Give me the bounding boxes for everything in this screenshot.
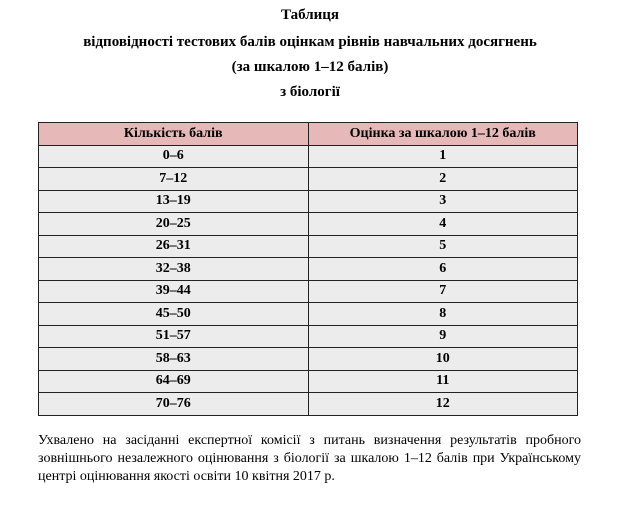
grade-cell: 4 xyxy=(308,213,578,236)
table-row xyxy=(39,258,578,281)
score-range-cell: 20–25 xyxy=(39,213,309,236)
score-range-cell: 64–69 xyxy=(39,370,309,393)
grade-cell: 3 xyxy=(308,190,578,213)
table-row xyxy=(39,213,578,236)
table-row xyxy=(39,235,578,258)
grade-cell: 8 xyxy=(308,303,578,326)
grade-cell: 6 xyxy=(308,258,578,281)
subject: з біології xyxy=(280,84,340,100)
table-row xyxy=(39,393,578,416)
column-header-grade: Оцінка за шкалою 1–12 балів xyxy=(308,123,578,146)
grade-cell: 9 xyxy=(308,325,578,348)
score-range-cell: 51–57 xyxy=(39,325,309,348)
score-range-cell: 0–6 xyxy=(39,145,309,168)
table-row xyxy=(39,280,578,303)
score-range-cell: 32–38 xyxy=(39,258,309,281)
grade-cell: 10 xyxy=(308,348,578,371)
table-row xyxy=(39,190,578,213)
grade-cell: 12 xyxy=(308,393,578,416)
table-row xyxy=(39,145,578,168)
score-range-cell: 7–12 xyxy=(39,168,309,191)
score-range-cell: 39–44 xyxy=(39,280,309,303)
document-subtitle: відповідності тестових балів оцінкам рівнів навчальних досягнень xyxy=(83,34,537,50)
table-row xyxy=(39,303,578,326)
score-range-cell: 26–31 xyxy=(39,235,309,258)
score-range-cell: 58–63 xyxy=(39,348,309,371)
approval-note: Ухвалено на засіданні експертної комісії з питань визначення результатів пробного зовнішнього незалежного оцінювання з біології за шкалою 1–12 балів при Українському центрі оцінювання якості освіти 10 квітня 2017 р. xyxy=(38,433,581,484)
column-header-score-count: Кількість балів xyxy=(39,123,309,146)
table-row xyxy=(39,370,578,393)
score-range-cell: 13–19 xyxy=(39,190,309,213)
grade-cell: 1 xyxy=(308,145,578,168)
grade-cell: 11 xyxy=(308,370,578,393)
score-range-cell: 70–76 xyxy=(39,393,309,416)
grade-cell: 2 xyxy=(308,168,578,191)
scale-note: (за шкалою 1–12 балів) xyxy=(231,59,389,75)
document-title: Таблиця xyxy=(280,7,340,23)
grade-cell: 7 xyxy=(308,280,578,303)
table-row xyxy=(39,325,578,348)
table-row xyxy=(39,168,578,191)
table-row xyxy=(39,348,578,371)
grade-cell: 5 xyxy=(308,235,578,258)
score-table xyxy=(38,122,578,416)
score-range-cell: 45–50 xyxy=(39,303,309,326)
